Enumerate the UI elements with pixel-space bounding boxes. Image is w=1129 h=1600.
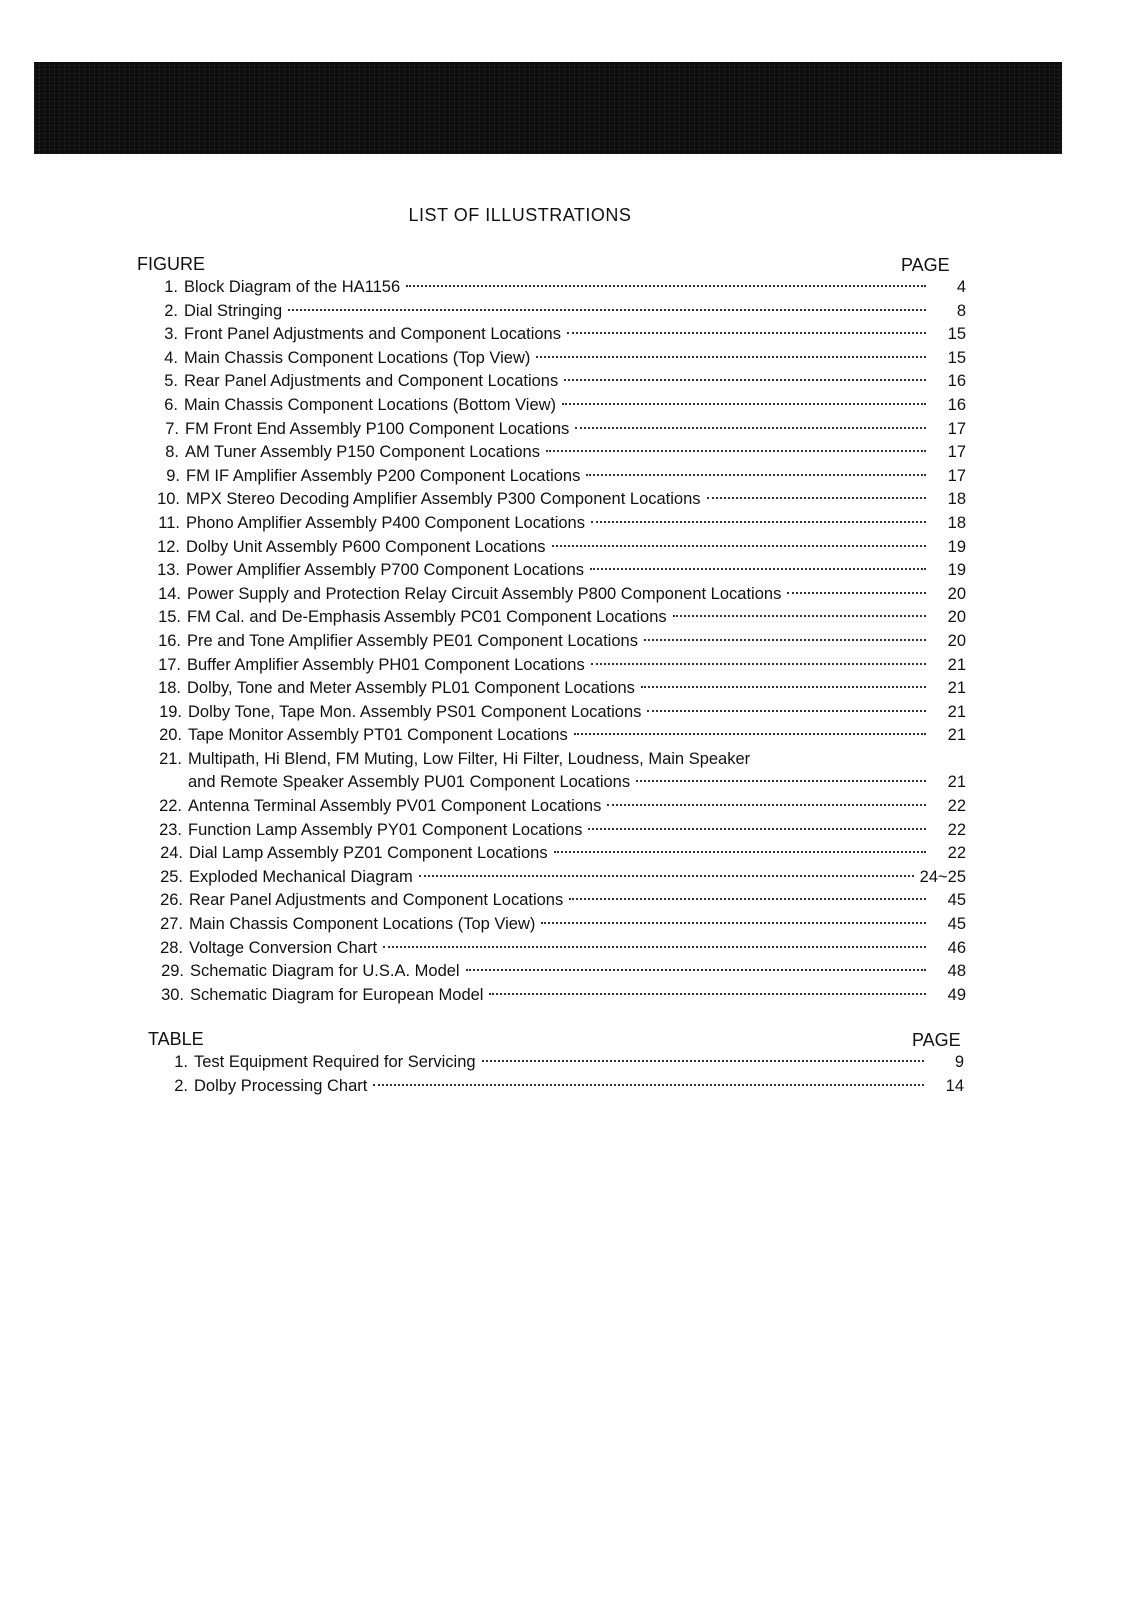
figure-text <box>186 488 966 512</box>
figure-page-number: 15 <box>947 348 966 367</box>
figure-text <box>184 323 966 347</box>
figure-page-number: 48 <box>947 962 966 981</box>
dot-leader <box>546 450 926 452</box>
figure-title: Buffer Amplifier Assembly PH01 Component Locations <box>187 655 585 674</box>
figure-title: Rear Panel Adjustments and Component Locations <box>189 891 564 910</box>
figure-title: Rear Panel Adjustments and Component Locations <box>184 372 559 391</box>
figure-entry <box>138 465 966 489</box>
figure-title: Tape Monitor Assembly PT01 Component Locations <box>188 726 568 745</box>
figure-title-line <box>184 276 966 300</box>
figure-number: 16. <box>158 631 181 650</box>
figure-page-number: 21 <box>947 679 966 698</box>
header-band <box>34 62 1062 154</box>
figure-title-line <box>189 842 966 866</box>
figure-text <box>190 984 966 1008</box>
figure-text <box>186 512 966 536</box>
figure-title: Dolby Tone, Tape Mon. Assembly PS01 Component Locations <box>188 702 642 721</box>
figure-page-number: 46 <box>947 938 966 957</box>
figure-number: 29. <box>161 962 184 981</box>
figure-title-line <box>188 795 966 819</box>
figure-title: FM IF Amplifier Assembly P200 Component Locations <box>186 466 581 485</box>
figure-title: FM Cal. and De-Emphasis Assembly PC01 Component Locations <box>187 608 667 627</box>
figure-title: Block Diagram of the HA1156 <box>184 278 401 296</box>
figure-title-line <box>185 441 966 465</box>
dot-leader <box>406 285 926 287</box>
figure-text <box>187 654 966 678</box>
figure-entry <box>137 418 966 442</box>
figure-text <box>187 677 966 701</box>
figure-entry <box>140 701 966 725</box>
figure-text <box>189 889 966 913</box>
dot-leader <box>641 686 926 688</box>
dot-leader <box>554 851 926 853</box>
figure-title: Schematic Diagram for European Model <box>190 985 484 1004</box>
figure-entry <box>141 913 966 937</box>
figure-number: 3. <box>164 325 178 344</box>
figure-page-number: 45 <box>947 915 966 934</box>
figure-title: Power Supply and Protection Relay Circuit Assembly P800 Component Locations <box>187 584 782 603</box>
figure-entry <box>140 724 966 748</box>
dot-leader <box>647 710 926 712</box>
dot-leader <box>466 969 926 971</box>
figure-number: 4. <box>164 348 178 367</box>
figure-text <box>187 630 966 654</box>
figure-title-line <box>187 677 966 701</box>
figure-title: Front Panel Adjustments and Component Locations <box>184 325 561 344</box>
figure-title: AM Tuner Assembly P150 Component Locations <box>185 443 540 462</box>
figure-title-line <box>188 748 966 772</box>
figure-title: Dolby, Tone and Meter Assembly PL01 Component Locations <box>187 679 635 698</box>
figure-title: and Remote Speaker Assembly PU01 Component Locations <box>188 773 631 792</box>
figure-entry <box>139 677 966 701</box>
figure-column-header: FIGURE <box>137 254 206 274</box>
figure-text <box>184 276 966 300</box>
figure-text <box>184 347 966 371</box>
figure-entry <box>140 819 966 843</box>
figure-text <box>188 795 966 819</box>
figure-number: 5. <box>164 372 178 391</box>
figure-title-line <box>186 512 966 536</box>
figure-entry <box>140 748 966 795</box>
figure-title: Power Amplifier Assembly P700 Component Locations <box>186 561 585 580</box>
figure-number: 13. <box>157 561 180 580</box>
figure-number: 27. <box>160 915 183 934</box>
figure-title: Main Chassis Component Locations (Top View) <box>189 915 536 934</box>
figure-number: 12. <box>157 537 180 556</box>
figure-page-number: 21 <box>947 702 966 721</box>
figure-title: Function Lamp Assembly PY01 Component Locations <box>188 820 583 839</box>
figure-page-number: 22 <box>947 797 966 816</box>
table-title: Dolby Processing Chart <box>194 1076 368 1095</box>
figure-text <box>189 866 966 890</box>
figure-title-line <box>189 937 966 961</box>
figure-page-number: 49 <box>947 985 966 1004</box>
page-title: LIST OF ILLUSTRATIONS <box>408 205 632 225</box>
figure-page-number: 19 <box>947 537 966 556</box>
figure-entry <box>141 842 966 866</box>
figure-number: 15. <box>158 608 181 627</box>
figure-entry <box>136 276 966 300</box>
figure-text <box>185 418 966 442</box>
figure-text <box>189 937 966 961</box>
figure-title-line <box>187 606 966 630</box>
figure-title: Multipath, Hi Blend, FM Muting, Low Filter, Hi Filter, Loudness, Main Speaker <box>188 749 751 768</box>
figure-entry <box>138 488 966 512</box>
figure-page-column-header: PAGE <box>901 255 950 275</box>
figure-page-number: 21 <box>947 655 966 674</box>
figure-title-line <box>190 984 966 1008</box>
figure-title: Dial Stringing <box>184 301 283 320</box>
figure-number: 7. <box>165 419 179 438</box>
dot-leader <box>707 497 926 499</box>
figure-page-number: 17 <box>947 466 966 485</box>
figure-text <box>188 724 966 748</box>
figure-page-number: 15 <box>947 325 966 344</box>
figure-number: 18. <box>158 679 181 698</box>
figure-text <box>186 536 966 560</box>
dot-leader <box>644 639 926 641</box>
table-title: Test Equipment Required for Servicing <box>194 1053 476 1071</box>
figure-entry <box>138 559 966 583</box>
figure-text <box>184 394 966 418</box>
figure-number: 8. <box>165 443 179 462</box>
table-text <box>194 1051 964 1075</box>
figure-title-line <box>184 347 966 371</box>
dot-leader <box>288 309 926 311</box>
figure-title-line <box>184 394 966 418</box>
figure-text <box>184 370 966 394</box>
table-number: 2. <box>174 1076 188 1095</box>
figure-title: Pre and Tone Amplifier Assembly PE01 Component Locations <box>187 631 638 650</box>
figure-page-number: 20 <box>947 631 966 650</box>
figure-title-line <box>188 724 966 748</box>
table-text <box>194 1075 964 1099</box>
figure-number: 30. <box>161 985 184 1004</box>
figure-page-number: 21 <box>947 726 966 745</box>
figure-number: 17. <box>158 655 181 674</box>
dot-leader <box>383 946 926 948</box>
figure-entry <box>136 347 966 371</box>
figure-page-number: 16 <box>947 372 966 391</box>
figure-page-number: 20 <box>947 584 966 603</box>
figure-number: 2. <box>164 301 178 320</box>
dot-leader <box>564 379 926 381</box>
figure-number: 10. <box>157 490 180 509</box>
table-page-number: 14 <box>945 1076 964 1095</box>
figure-entry <box>142 960 966 984</box>
figure-number: 24. <box>160 844 183 863</box>
figure-title-line <box>186 465 966 489</box>
figure-entry <box>136 394 966 418</box>
figure-title: Antenna Terminal Assembly PV01 Component Locations <box>188 797 602 816</box>
dot-leader <box>574 733 926 735</box>
dot-leader <box>588 828 926 830</box>
figure-text <box>188 701 966 725</box>
table-title-line <box>194 1075 964 1099</box>
figure-title-line <box>189 866 966 890</box>
dot-leader <box>419 875 914 877</box>
table-page-number: 9 <box>954 1053 964 1071</box>
dot-leader <box>591 521 926 523</box>
table-column-header: TABLE <box>148 1029 204 1049</box>
dot-leader <box>541 922 926 924</box>
dot-leader <box>607 804 926 806</box>
figure-number: 21. <box>159 749 182 768</box>
figure-page-number: 19 <box>947 561 966 580</box>
figure-entry <box>139 654 966 678</box>
figure-text <box>189 913 966 937</box>
dot-leader <box>489 993 926 995</box>
figure-title: Phono Amplifier Assembly P400 Component Locations <box>186 513 585 532</box>
figure-page-number: 16 <box>947 395 966 414</box>
figure-page-number: 22 <box>947 844 966 863</box>
figure-entry <box>139 630 966 654</box>
figure-number: 23. <box>159 820 182 839</box>
dot-leader <box>575 427 926 429</box>
figure-entry <box>136 370 966 394</box>
figure-entry <box>139 583 966 607</box>
figure-title: FM Front End Assembly P100 Component Locations <box>185 419 570 438</box>
dot-leader <box>552 545 926 547</box>
figure-text <box>187 606 966 630</box>
figure-title: Schematic Diagram for U.S.A. Model <box>190 962 460 981</box>
dot-leader <box>673 615 926 617</box>
figure-page-number: 45 <box>947 891 966 910</box>
figure-page-number: 24~25 <box>919 867 966 886</box>
figure-title: Exploded Mechanical Diagram <box>189 867 413 886</box>
figure-text <box>190 960 966 984</box>
figure-entry <box>140 795 966 819</box>
dot-leader <box>586 474 926 476</box>
figure-text <box>185 441 966 465</box>
figure-number: 9. <box>166 466 180 485</box>
figure-title-line <box>186 536 966 560</box>
figure-title-line <box>187 583 966 607</box>
figure-title-line <box>186 488 966 512</box>
figure-number: 14. <box>158 584 181 603</box>
figure-title-line <box>188 819 966 843</box>
dot-leader <box>591 663 926 665</box>
figure-entry <box>141 937 966 961</box>
figure-entry <box>141 866 966 890</box>
figure-title-line <box>190 960 966 984</box>
figure-title: MPX Stereo Decoding Amplifier Assembly P300 Component Locations <box>186 490 701 509</box>
dot-leader <box>636 780 926 782</box>
dot-leader <box>562 403 926 405</box>
figure-title-line <box>184 323 966 347</box>
figure-number: 19. <box>159 702 182 721</box>
figure-number: 6. <box>164 395 178 414</box>
table-page-column-header: PAGE <box>912 1030 961 1050</box>
figure-title-line <box>188 701 966 725</box>
figure-entry <box>142 984 966 1008</box>
figure-page-number: 17 <box>947 443 966 462</box>
figure-number: 1. <box>164 278 178 296</box>
figure-text <box>184 300 966 324</box>
figure-title-line <box>184 370 966 394</box>
figure-title: Voltage Conversion Chart <box>189 938 378 957</box>
figure-number: 20. <box>159 726 182 745</box>
figure-entry <box>138 536 966 560</box>
figure-title-line <box>186 559 966 583</box>
table-entry <box>146 1075 964 1099</box>
figure-number: 26. <box>160 891 183 910</box>
table-entry <box>146 1051 964 1075</box>
figure-entry <box>141 889 966 913</box>
figure-title: Main Chassis Component Locations (Top View) <box>184 348 531 367</box>
figure-page-number: 21 <box>947 773 966 792</box>
figure-page-number: 20 <box>947 608 966 627</box>
dot-leader <box>787 592 926 594</box>
table-number: 1. <box>174 1053 188 1071</box>
dot-leader <box>569 898 926 900</box>
figure-page-number: 8 <box>956 301 966 320</box>
figure-number: 22. <box>159 797 182 816</box>
dot-leader <box>373 1084 924 1086</box>
figure-text <box>187 583 966 607</box>
figure-title-line <box>188 771 966 795</box>
table-title-line <box>194 1051 964 1075</box>
figure-entry <box>136 323 966 347</box>
figure-title-line <box>187 630 966 654</box>
figure-number: 28. <box>160 938 183 957</box>
figure-title-line <box>189 913 966 937</box>
figure-entry <box>137 441 966 465</box>
figure-number: 25. <box>160 867 183 886</box>
figure-title-line <box>185 418 966 442</box>
figure-text <box>186 559 966 583</box>
table-list <box>146 1051 964 1098</box>
figure-page-number: 22 <box>947 820 966 839</box>
figure-page-number: 17 <box>947 419 966 438</box>
figure-entry <box>138 512 966 536</box>
figure-page-number: 4 <box>956 278 966 296</box>
figure-page-number: 18 <box>947 513 966 532</box>
figure-text <box>189 842 966 866</box>
figure-title-line <box>187 654 966 678</box>
dot-leader <box>482 1060 924 1062</box>
dot-leader <box>567 332 926 334</box>
figure-number: 11. <box>158 513 180 532</box>
figure-text <box>186 465 966 489</box>
figure-title-line <box>184 300 966 324</box>
figure-text <box>188 819 966 843</box>
figure-title: Main Chassis Component Locations (Bottom View) <box>184 395 557 414</box>
dot-leader <box>536 356 926 358</box>
figure-list <box>136 276 966 1007</box>
figure-title-line <box>189 889 966 913</box>
figure-title: Dial Lamp Assembly PZ01 Component Locations <box>189 844 548 863</box>
dot-leader <box>590 568 926 570</box>
figure-entry <box>136 300 966 324</box>
figure-page-number: 18 <box>947 490 966 509</box>
figure-title: Dolby Unit Assembly P600 Component Locations <box>186 537 546 556</box>
figure-text <box>188 748 966 795</box>
figure-entry <box>139 606 966 630</box>
